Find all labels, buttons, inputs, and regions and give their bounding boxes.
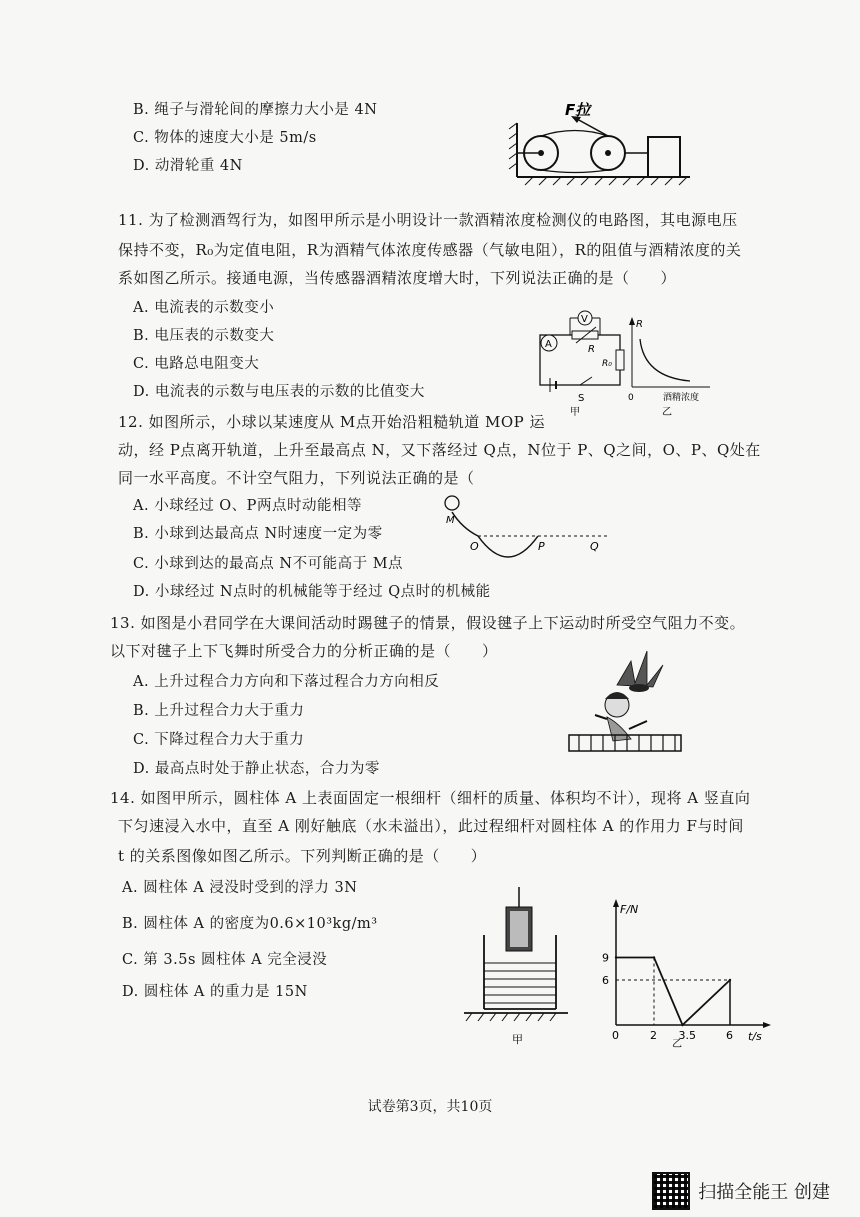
sensor-resistor-label: R xyxy=(588,344,595,355)
q14-option-a: A. 圆柱体 A 浸没时受到的浮力 3N xyxy=(122,880,358,896)
scanner-watermark xyxy=(652,1172,830,1210)
q12-option-d: D. 小球经过 N点时的机械能等于经过 Q点时的机械能 xyxy=(133,584,491,600)
graph-y-axis-label: R xyxy=(636,319,643,330)
y-tick-label: 6 xyxy=(602,974,609,987)
data-point xyxy=(615,956,617,958)
q13-option-a: A. 上升过程合力方向和下落过程合力方向相反 xyxy=(133,674,440,690)
q14-stem-line-2: 下匀速浸入水中，直至 A 刚好触底（水未溢出），此过程细杆对圆柱体 A 的作用力 F与时间 xyxy=(118,817,744,835)
switch-label: S xyxy=(578,393,585,404)
q11-option-c: C. 电路总电阻变大 xyxy=(133,356,260,372)
pulley-figure xyxy=(505,95,705,190)
q11-circuit-figure xyxy=(530,305,720,420)
chart-y-axis-label: F/N xyxy=(620,903,639,916)
q11-option-b: B. 电压表的示数变大 xyxy=(133,328,275,344)
q14-beaker-figure xyxy=(460,885,570,1045)
scanner-brand-text: 扫描全能王 创建 xyxy=(698,1182,830,1203)
q13-option-c: C. 下降过程合力大于重力 xyxy=(133,732,305,748)
q14-option-b: B. 圆柱体 A 的密度为0.6×10³kg/m³ xyxy=(122,916,378,932)
series-line xyxy=(616,958,730,1026)
shuttlecock-kicking-figure xyxy=(565,643,685,755)
force-time-graph xyxy=(600,895,780,1050)
q11-option-d: D. 电流表的示数与电压表的示数的比值变大 xyxy=(133,384,425,400)
page-footer: 试卷第3页，共10页 xyxy=(367,1099,493,1115)
x-tick-label: 0 xyxy=(612,1029,619,1042)
q10-option-d: D. 动滑轮重 4N xyxy=(133,158,243,174)
voltmeter-symbol: V xyxy=(581,314,588,325)
point-q-label: Q xyxy=(590,540,599,553)
q14-option-d: D. 圆柱体 A 的重力是 15N xyxy=(122,984,308,1000)
q11-stem-line-1: 11. 为了检测酒驾行为，如图甲所示是小明设计一款酒精浓度检测仪的电路图，其电源电压 xyxy=(118,211,738,229)
q12-option-c: C. 小球到达的最高点 N不可能高于 M点 xyxy=(133,556,404,572)
data-point xyxy=(729,979,731,981)
fig-jia-label: 甲 xyxy=(512,1033,523,1045)
q14-stem-line-1: 14. 如图甲所示，圆柱体 A 上表面固定一根细杆（细杆的质量、体积均不计），现将 A 竖直向 xyxy=(110,789,751,807)
x-tick-label: 3.5 xyxy=(678,1029,696,1042)
x-tick-label: 6 xyxy=(726,1029,733,1042)
q12-stem-line-2: 动，经 P点离开轨道，上升至最高点 N，又下落经过 Q点，N位于 P、Q之间，O、P、Q处在 xyxy=(118,441,761,459)
q13-option-d: D. 最高点时处于静止状态，合力为零 xyxy=(133,761,380,777)
q13-stem-line-1: 13. 如图是小君同学在大课间活动时踢毽子的情景，假设毽子上下运动时所受空气阻力不变。 xyxy=(110,614,746,632)
point-p-label: P xyxy=(538,540,545,553)
ammeter-symbol: A xyxy=(545,339,552,350)
q14-stem-line-3: t 的关系图像如图乙所示。下列判断正确的是（ ） xyxy=(118,847,487,865)
q12-option-b: B. 小球到达最高点 N时速度一定为零 xyxy=(133,526,383,542)
graph-origin: 0 xyxy=(628,393,634,403)
qr-code-icon xyxy=(652,1172,690,1210)
point-o-label: O xyxy=(470,540,479,553)
q12-stem-line-3: 同一水平高度。不计空气阻力，下列说法正确的是（ xyxy=(118,469,475,487)
data-point xyxy=(653,956,655,958)
chart-x-axis-label: t/s xyxy=(748,1030,762,1043)
q14-option-c: C. 第 3.5s 圆柱体 A 完全浸没 xyxy=(122,952,328,968)
q12-track-figure xyxy=(440,492,620,567)
fixed-resistor-label: R₀ xyxy=(602,359,612,369)
data-point xyxy=(681,1024,683,1026)
fig-yi-label: 乙 xyxy=(662,407,672,418)
q13-option-b: B. 上升过程合力大于重力 xyxy=(133,703,305,719)
point-m-label: M xyxy=(446,515,455,526)
q11-stem-line-2: 保持不变，R₀为定值电阻，R为酒精气体浓度传感器（气敏电阻），R的阻值与酒精浓度的关 xyxy=(118,241,742,259)
q13-stem-line-2: 以下对毽子上下飞舞时所受合力的分析正确的是（ ） xyxy=(110,642,498,660)
graph-x-axis-label: 酒精浓度 xyxy=(663,393,700,403)
x-tick-label: 2 xyxy=(650,1029,657,1042)
y-tick-label: 9 xyxy=(602,951,609,965)
q12-option-a: A. 小球经过 O、P两点时动能相等 xyxy=(133,498,362,514)
q10-option-c: C. 物体的速度大小是 5m/s xyxy=(133,130,317,146)
fig-jia-label: 甲 xyxy=(570,407,580,418)
pull-force-label: F拉 xyxy=(565,101,591,119)
fig-yi-label: 乙 xyxy=(672,1039,682,1050)
q12-stem-line-1: 12. 如图所示，小球以某速度从 M点开始沿粗糙轨道 MOP 运 xyxy=(118,413,546,431)
q10-option-b: B. 绳子与滑轮间的摩擦力大小是 4N xyxy=(133,102,378,118)
q11-option-a: A. 电流表的示数变小 xyxy=(133,300,275,316)
q11-stem-line-3: 系如图乙所示。接通电源，当传感器酒精浓度增大时，下列说法正确的是（ ） xyxy=(118,269,677,287)
